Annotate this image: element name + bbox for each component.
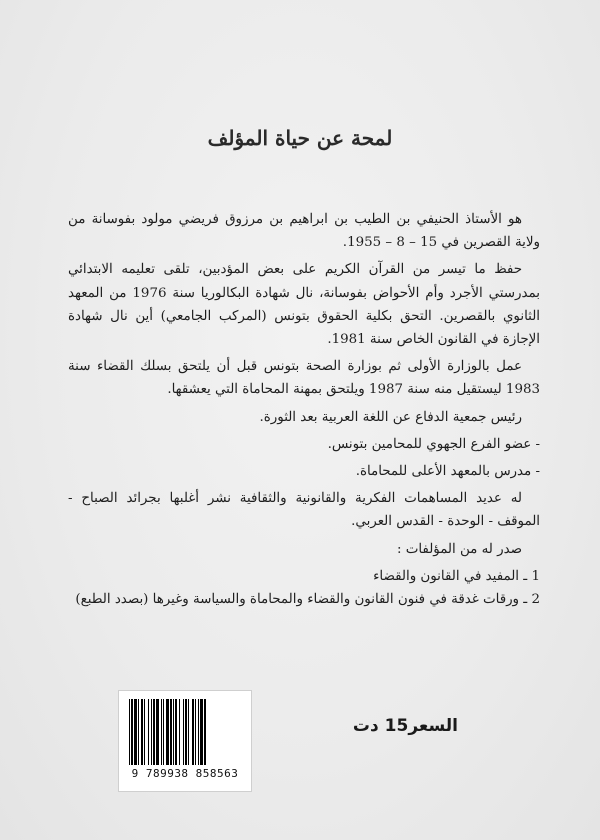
barcode-bar: [134, 699, 137, 765]
bio-paragraph: حفظ ما تيسر من القرآن الكريم على بعض المؤدبين، تلقى تعليمه الابتدائي بمدرستي الأجرد وأم الأحواض بفوسانة، نال شهادة البكالوريا سنة 1976 من المعهد الثانوي بالقصرين. التحق بكلية الحقوق بتونس (المركب الجامعي) أين نال شهادة الإجازة في القانون الخاص سنة 1981.: [68, 262, 540, 348]
barcode-bar: [188, 699, 189, 765]
barcode-bar: [195, 699, 196, 765]
barcode-bar: [173, 699, 174, 765]
barcode-bar: [170, 699, 172, 765]
bio-paragraph: له عديد المساهمات الفكرية والقانونية والثقافية نشر أغلبها بجرائد الصباح - الموقف - الوحدة - القدس العربي.: [68, 491, 540, 530]
isbn-number: 9 789938 858563: [131, 767, 239, 780]
bio-paragraph: - عضو الفرع الجهوي للمحامين بتونس.: [327, 436, 540, 452]
list-item: 1 ـ المفيد في القانون والقضاء: [373, 568, 540, 584]
bio-paragraph: رئيس جمعية الدفاع عن اللغة العربية بعد الثورة.: [259, 409, 522, 425]
isbn-barcode: [118, 690, 252, 792]
barcode-bar: [161, 699, 162, 765]
barcode-bar: [144, 699, 145, 765]
barcode-bar: [166, 699, 169, 765]
works-label: صدر له من المؤلفات :: [396, 541, 522, 557]
barcode-bar: [148, 699, 149, 765]
barcode-bar: [179, 699, 180, 765]
bio-paragraph: هو الأستاذ الحنيفي بن الطيب بن ابراهيم بن مرزوق فريضي مولود بفوسانة من ولاية القصرين في 15 – 8 – 1955.: [68, 212, 540, 251]
page-title: لمحة عن حياة المؤلف: [207, 126, 393, 150]
bio-paragraph: - مدرس بالمعهد الأعلى للمحاماة.: [355, 464, 540, 480]
barcode-bar: [131, 699, 133, 765]
barcode-bar: [153, 699, 155, 765]
barcode-bar: [151, 699, 152, 765]
bio-paragraph: عمل بالوزارة الأولى ثم بوزارة الصحة بتونس قبل أن يلتحق بسلك القضاء سنة 1983 ليستقيل منه سنة 1987 ويلتحق بمهنة المحاماة التي يعشقها.: [68, 359, 540, 398]
author-bio: [68, 208, 540, 611]
barcode-bar: [163, 699, 164, 765]
barcode-bar: [156, 699, 159, 765]
barcode-bar: [204, 699, 206, 765]
price-label: السعر15 دت: [352, 716, 458, 736]
barcode-bar: [183, 699, 184, 765]
barcode-bar: [141, 699, 143, 765]
barcode-bar: [175, 699, 177, 765]
barcode-bar: [200, 699, 203, 765]
barcode-bar: [185, 699, 187, 765]
barcode-icon: [127, 699, 243, 765]
barcode-bar: [129, 699, 130, 765]
barcode-bar: [138, 699, 139, 765]
barcode-bar: [192, 699, 194, 765]
works-list: [68, 565, 540, 611]
list-item: 2 ـ ورقات غدقة في فنون القانون والقضاء والمحاماة والسياسة وغيرها (بصدد الطبع): [75, 592, 540, 608]
barcode-bar: [198, 699, 199, 765]
